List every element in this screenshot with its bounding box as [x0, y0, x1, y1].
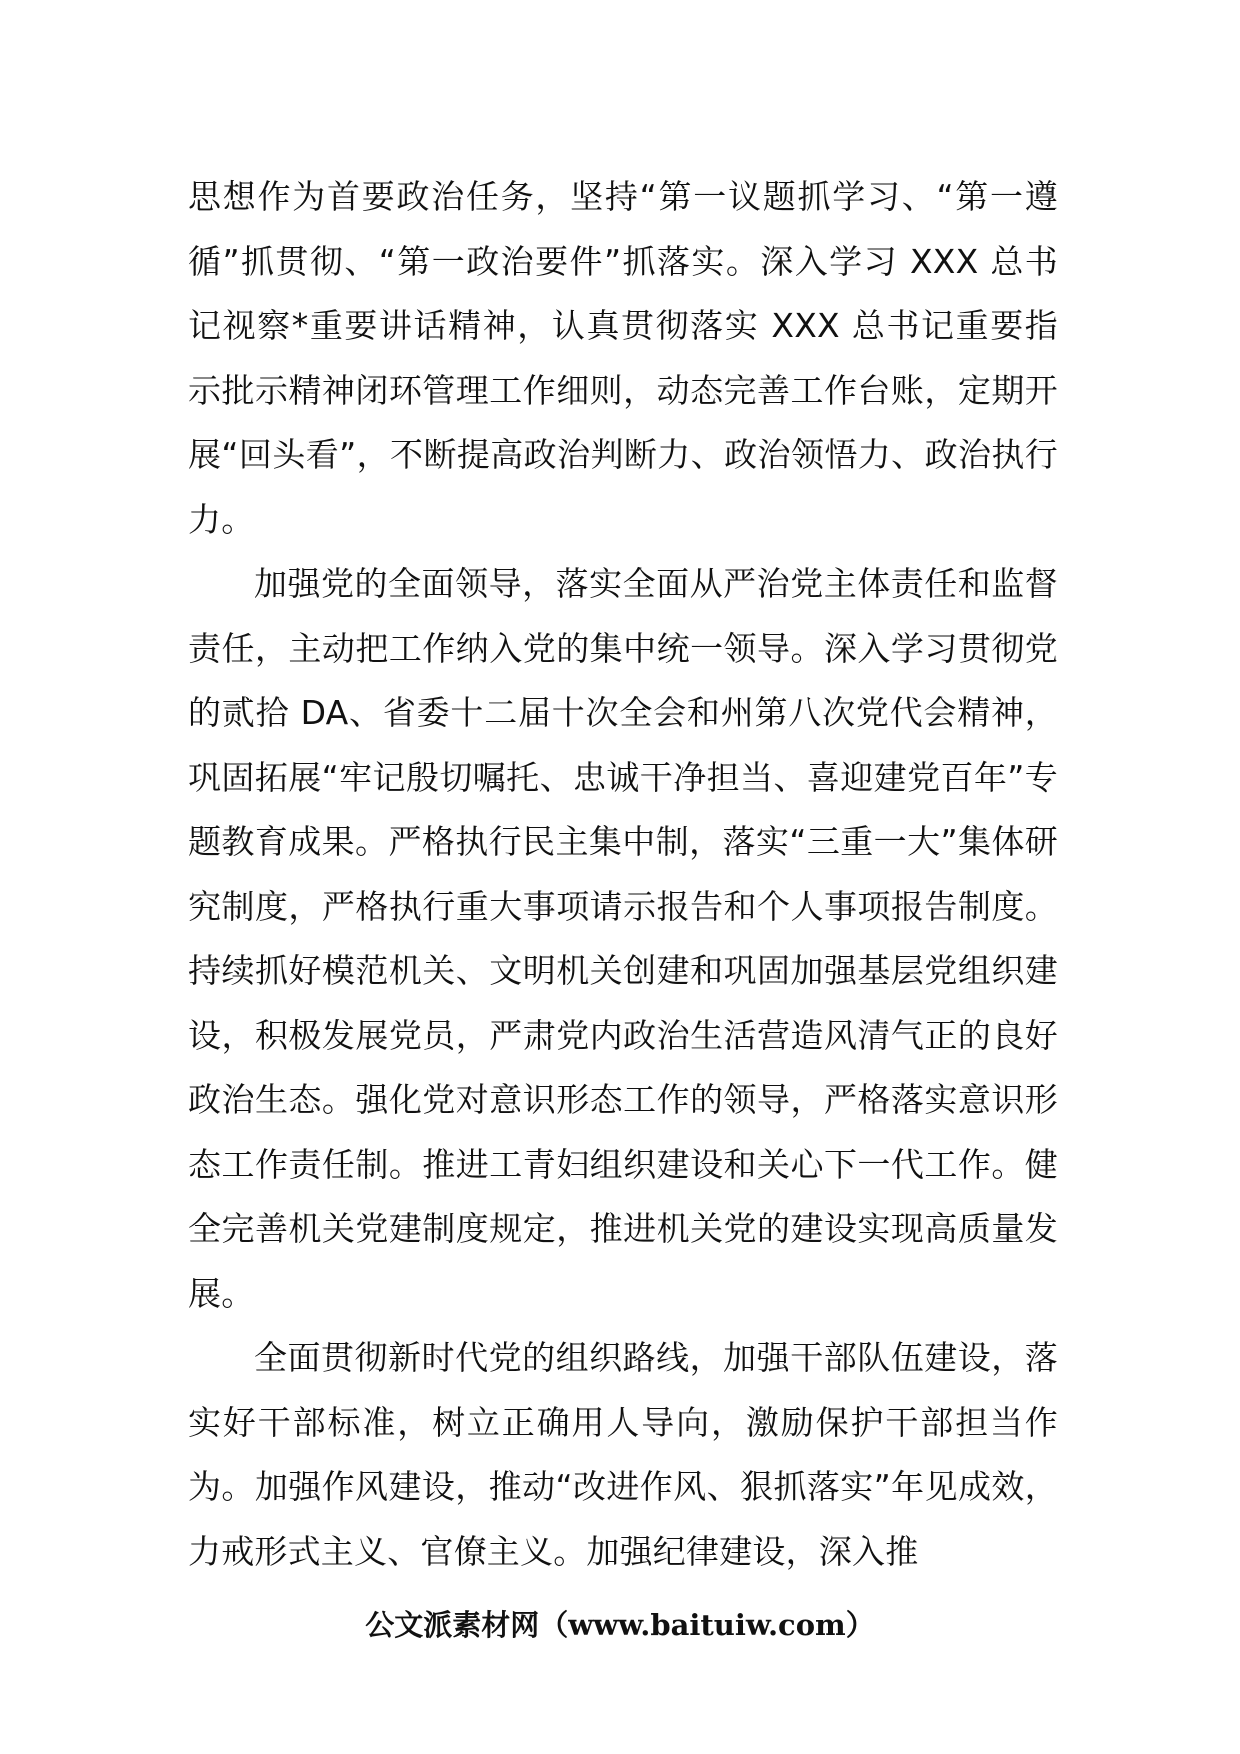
document-body	[188, 165, 1058, 1584]
paragraph-3: 全面贯彻新时代党的组织路线，加强干部队伍建设，落实好干部标准，树立正确用人导向，激励保护干部担当作为。加强作风建设，推动“改进作风、狠抓落实”年见成效，力戒形式主义、官僚主义。加强纪律建设，深入推	[188, 1338, 1058, 1571]
paragraph-2: 加强党的全面领导，落实全面从严治党主体责任和监督责任，主动把工作纳入党的集中统一领导。深入学习贯彻党的贰拾 DA、省委十二届十次全会和州第八次党代会精神，巩固拓展“牢记殷切嘱托、忠诚干净担当、喜迎建党百年”专题教育成果。严格执行民主集中制，落实“三重一大”集体研究制度，严格执行重大事项请示报告和个人事项报告制度。持续抓好模范机关、文明机关创建和巩固加强基层党组织建设，积极发展党员，严肃党内政治生活营造风清气正的良好政治生态。强化党对意识形态工作的领导，严格落实意识形态工作责任制。推进工青妇组织建设和关心下一代工作。健全完善机关党建制度规定，推进机关党的建设实现高质量发展。	[188, 564, 1058, 1313]
paragraph-1: 思想作为首要政治任务，坚持“第一议题抓学习、“第一遵循”抓贯彻、“第一政治要件”抓落实。深入学习 XXX 总书记视察*重要讲话精神，认真贯彻落实 XXX 总书记重要指示批示精神闭环管理工作细则，动态完善工作台账，定期开展“回头看”，不断提高政治判断力、政治领悟力、政治执行力。	[188, 177, 1058, 539]
footer-watermark: 公文派素材网（www.baituiw.com）	[365, 1608, 875, 1642]
